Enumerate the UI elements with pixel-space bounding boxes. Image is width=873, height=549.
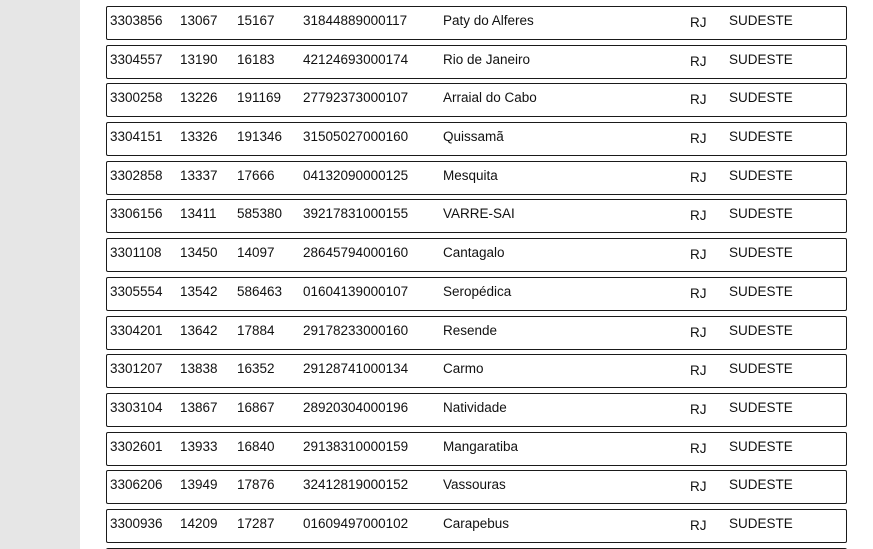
region-cell: SUDESTE	[729, 515, 793, 531]
id-cell: 17884	[237, 322, 275, 338]
state-cell: RJ	[690, 92, 707, 108]
state-cell: RJ	[690, 208, 707, 224]
code-cell: 13326	[180, 129, 218, 145]
table-row	[106, 432, 847, 466]
ibge-code-cell: 3300258	[110, 90, 163, 106]
region-cell: SUDESTE	[729, 322, 793, 338]
code-cell: 13542	[180, 283, 218, 299]
cnpj-cell: 27792373000107	[303, 90, 409, 106]
state-cell: RJ	[690, 363, 707, 379]
code-cell: 13933	[180, 438, 218, 454]
ibge-code-cell: 3300936	[110, 515, 163, 531]
cnpj-cell: 01609497000102	[303, 515, 409, 531]
code-cell: 13337	[180, 167, 218, 183]
table-row	[106, 122, 847, 156]
municipality-cell: Carapebus	[443, 515, 510, 531]
table-row	[106, 470, 847, 504]
ibge-code-cell: 3301207	[110, 361, 163, 377]
id-cell: 16352	[237, 361, 275, 377]
cnpj-cell: 01604139000107	[303, 283, 409, 299]
ibge-code-cell: 3303856	[110, 13, 163, 28]
table-row	[106, 393, 847, 427]
code-cell: 13949	[180, 477, 218, 493]
table-row	[106, 6, 847, 40]
code-cell: 13411	[180, 206, 217, 222]
table-row	[106, 277, 847, 311]
state-cell: RJ	[690, 169, 707, 185]
municipality-cell: Carmo	[443, 361, 484, 377]
state-cell: RJ	[690, 517, 707, 533]
cnpj-cell: 32412819000152	[303, 477, 409, 493]
cnpj-cell: 42124693000174	[303, 51, 409, 67]
table-row	[106, 161, 847, 195]
id-cell: 17876	[237, 477, 275, 493]
cnpj-cell: 31505027000160	[303, 129, 409, 145]
id-cell: 14097	[237, 245, 275, 261]
cnpj-cell: 28920304000196	[303, 399, 409, 415]
state-cell: RJ	[690, 131, 707, 147]
region-cell: SUDESTE	[729, 51, 793, 67]
state-cell: RJ	[690, 324, 707, 340]
id-cell: 16183	[237, 51, 275, 67]
state-cell: RJ	[690, 15, 707, 30]
id-cell: 191169	[237, 90, 282, 106]
table-row	[106, 83, 847, 117]
code-cell: 13867	[180, 399, 218, 415]
ibge-code-cell: 3304151	[110, 129, 163, 145]
region-cell: SUDESTE	[729, 438, 793, 454]
state-cell: RJ	[690, 247, 707, 263]
region-cell: SUDESTE	[729, 90, 793, 106]
ibge-code-cell: 3301108	[110, 245, 162, 261]
state-cell: RJ	[690, 401, 707, 417]
cnpj-cell: 29128741000134	[303, 361, 409, 377]
region-cell: SUDESTE	[729, 167, 793, 183]
municipality-cell: Mangaratiba	[443, 438, 519, 454]
region-cell: SUDESTE	[729, 129, 793, 145]
ibge-code-cell: 3304201	[110, 322, 163, 338]
municipality-cell: Arraial do Cabo	[443, 90, 537, 106]
municipality-cell: VARRE-SAI	[443, 206, 515, 222]
municipality-cell: Resende	[443, 322, 498, 338]
code-cell: 14209	[180, 515, 218, 531]
state-cell: RJ	[690, 285, 707, 301]
state-cell: RJ	[690, 440, 707, 456]
cnpj-cell: 39217831000155	[303, 206, 409, 222]
ibge-code-cell: 3302858	[110, 167, 163, 183]
state-cell: RJ	[690, 53, 707, 69]
id-cell: 585380	[237, 206, 283, 222]
state-cell: RJ	[690, 479, 707, 495]
id-cell: 191346	[237, 129, 283, 145]
table-row	[106, 45, 847, 79]
ibge-code-cell: 3306206	[110, 477, 163, 493]
id-cell: 586463	[237, 283, 283, 299]
id-cell: 17666	[237, 167, 275, 183]
municipality-cell: Rio de Janeiro	[443, 51, 531, 67]
code-cell: 13067	[180, 13, 218, 28]
region-cell: SUDESTE	[729, 283, 793, 299]
id-cell: 16867	[237, 399, 275, 415]
id-cell: 17287	[237, 515, 275, 531]
code-cell: 13450	[180, 245, 218, 261]
cnpj-cell: 31844889000117	[303, 13, 408, 28]
region-cell: SUDESTE	[729, 13, 793, 28]
municipality-cell: Vassouras	[443, 477, 506, 493]
table-row	[106, 316, 847, 350]
region-cell: SUDESTE	[729, 477, 793, 493]
municipality-cell: Mesquita	[443, 167, 498, 183]
cnpj-cell: 29178233000160	[303, 322, 409, 338]
table-row	[106, 238, 847, 272]
municipality-cell: Natividade	[443, 399, 507, 415]
region-cell: SUDESTE	[729, 399, 793, 415]
municipality-cell: Cantagalo	[443, 245, 505, 261]
id-cell: 15167	[237, 13, 275, 28]
ibge-code-cell: 3302601	[110, 438, 163, 454]
region-cell: SUDESTE	[729, 206, 793, 222]
code-cell: 13642	[180, 322, 218, 338]
cnpj-cell: 28645794000160	[303, 245, 409, 261]
table-row	[106, 354, 847, 388]
ibge-code-cell: 3304557	[110, 51, 163, 67]
region-cell: SUDESTE	[729, 361, 793, 377]
cnpj-cell: 29138310000159	[303, 438, 409, 454]
code-cell: 13190	[180, 51, 218, 67]
table-row	[106, 199, 847, 233]
code-cell: 13226	[180, 90, 218, 106]
region-cell: SUDESTE	[729, 245, 793, 261]
code-cell: 13838	[180, 361, 218, 377]
municipality-table	[106, 6, 848, 549]
municipality-cell: Seropédica	[443, 283, 512, 299]
id-cell: 16840	[237, 438, 275, 454]
ibge-code-cell: 3303104	[110, 399, 163, 415]
ibge-code-cell: 3306156	[110, 206, 163, 222]
municipality-cell: Paty do Alferes	[443, 13, 534, 28]
table-row	[106, 509, 847, 543]
municipality-cell: Quissamã	[443, 129, 504, 145]
cnpj-cell: 04132090000125	[303, 167, 409, 183]
document-page	[80, 0, 873, 549]
ibge-code-cell: 3305554	[110, 283, 163, 299]
